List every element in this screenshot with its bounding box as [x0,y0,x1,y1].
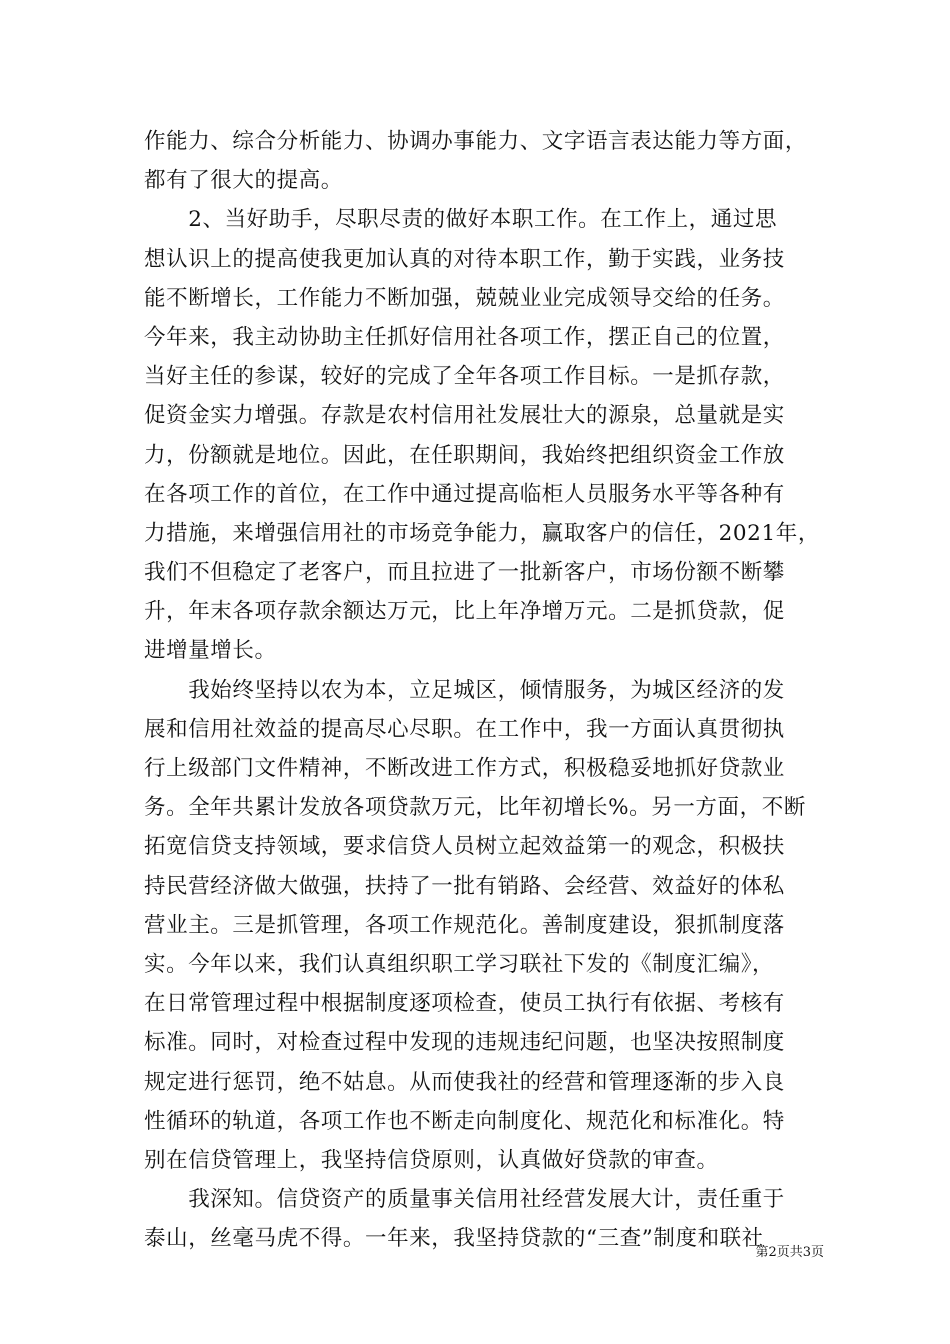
text-line: 2、当好助手，尽职尽责的做好本职工作。在工作上，通过思 [144,207,778,233]
text-line: 拓宽信贷支持领域，要求信贷人员树立起效益第一的观念，积极扶 [144,834,785,860]
text-line: 规定进行惩罚，绝不姑息。从而使我社的经营和管理逐渐的步入良 [144,1069,785,1095]
text-line: 我始终坚持以农为本，立足城区，倾情服务，为城区经济的发 [144,677,785,703]
text-line: 当好主任的参谋，较好的完成了全年各项工作目标。一是抓存款， [144,364,785,390]
body-text [144,122,824,1258]
text-line: 我们不但稳定了老客户，而且拉进了一批新客户，市场份额不断攀 [144,560,785,586]
page-number-footer: 第2页共3页 [755,1245,824,1260]
text-line: 别在信贷管理上，我坚持信贷原则，认真做好贷款的审查。 [144,1147,719,1173]
text-line: 在各项工作的首位，在工作中通过提高临柜人员服务水平等各种有 [144,481,785,507]
text-line: 作能力、综合分析能力、协调办事能力、文字语言表达能力等方面， [144,129,808,154]
text-line: 进增量增长。 [144,638,277,664]
text-line: 持民营经济做大做强，扶持了一批有销路、会经营、效益好的体私 [144,873,785,899]
text-line: 都有了很大的提高。 [144,168,343,194]
text-line: 务。全年共累计发放各项贷款万元，比年初增长%。另一方面，不断 [144,795,806,821]
text-line: 能不断增长，工作能力不断加强，兢兢业业完成领导交给的任务。 [144,285,785,311]
text-line: 标准。同时，对检查过程中发现的违规违纪问题，也坚决按照制度 [144,1030,785,1056]
text-line: 力，份额就是地位。因此，在任职期间，我始终把组织资金工作放 [144,442,785,468]
text-line: 升，年末各项存款余额达万元，比上年净增万元。二是抓贷款，促 [144,599,785,625]
text-line: 今年来，我主动协助主任抓好信用社各项工作，摆正自己的位置， [144,324,785,350]
text-line: 行上级部门文件精神，不断改进工作方式，积极稳妥地抓好贷款业 [144,756,785,781]
text-line: 泰山，丝毫马虎不得。一年来，我坚持贷款的“三查”制度和联社 [144,1226,764,1252]
text-line: 实。今年以来，我们认真组织职工学习联社下发的《制度汇编》， [144,951,775,977]
text-line: 在日常管理过程中根据制度逐项检查，使员工执行有依据、考核有 [144,991,785,1017]
text-line: 性循环的轨道，各项工作也不断走向制度化、规范化和标准化。特 [144,1108,785,1134]
text-line: 营业主。三是抓管理，各项工作规范化。善制度建设，狠抓制度落 [144,912,785,938]
text-line: 展和信用社效益的提高尽心尽职。在工作中，我一方面认真贯彻执 [144,716,785,742]
text-line: 促资金实力增强。存款是农村信用社发展壮大的源泉，总量就是实 [144,403,785,429]
text-line: 力措施，来增强信用社的市场竞争能力，赢取客户的信任，2021年， [144,520,820,546]
text-line: 我深知。信贷资产的质量事关信用社经营发展大计，责任重于 [144,1187,785,1213]
text-line: 想认识上的提高使我更加认真的对待本职工作，勤于实践，业务技 [144,246,785,272]
